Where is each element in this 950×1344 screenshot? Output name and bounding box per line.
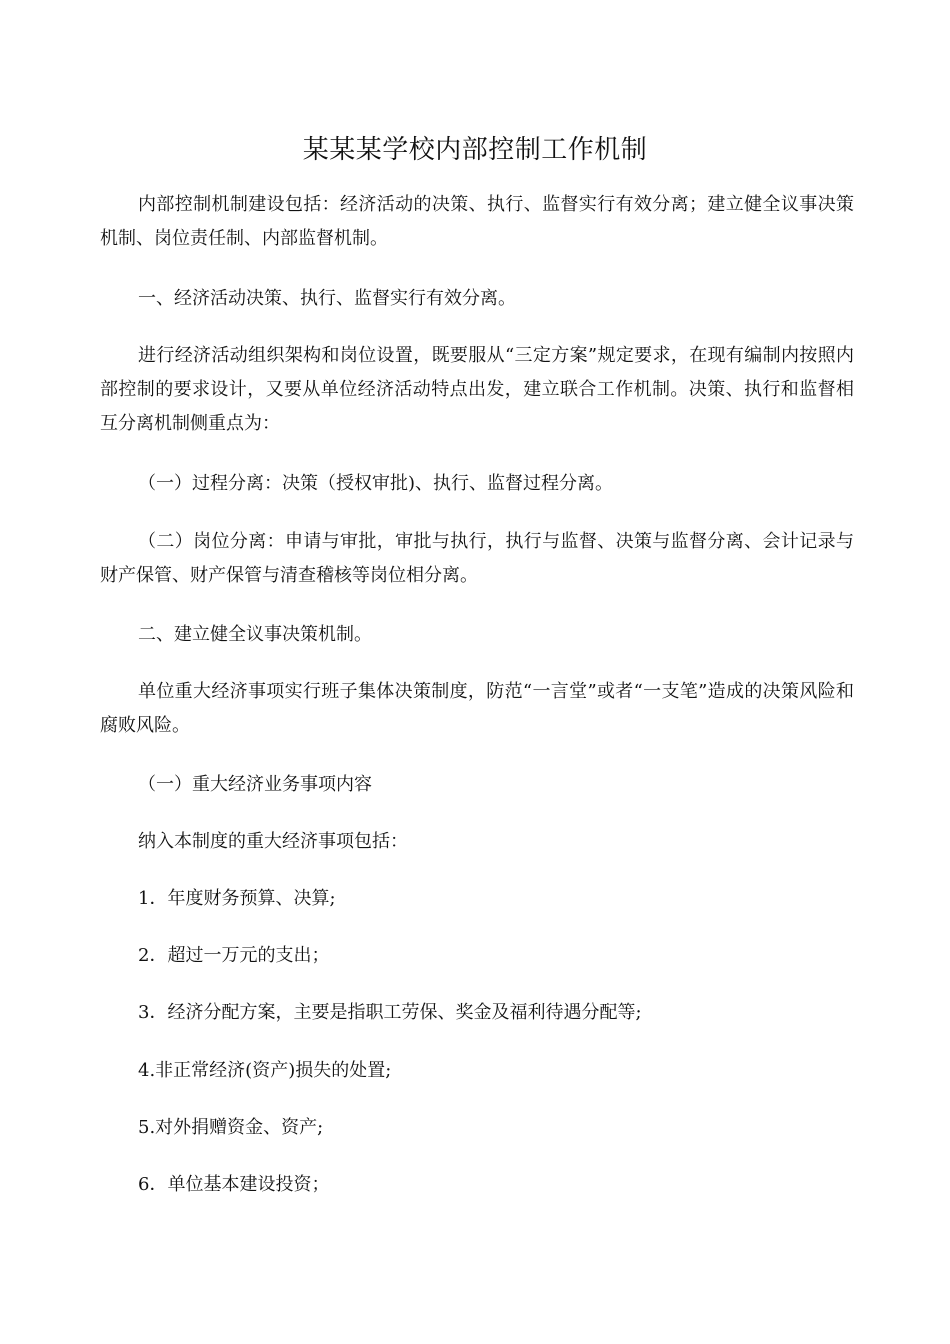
paragraph-items-intro: 纳入本制度的重大经济事项包括： bbox=[138, 831, 408, 852]
section-heading-2: 二、建立健全议事决策机制。 bbox=[138, 624, 372, 645]
subsection-process-separation: （一）过程分离：决策（授权审批)、执行、监督过程分离。 bbox=[138, 473, 614, 494]
section-heading-1: 一、经济活动决策、执行、监督实行有效分离。 bbox=[138, 288, 516, 309]
document-title: 某某某学校内部控制工作机制 bbox=[302, 135, 648, 165]
list-item-1: 1．年度财务预算、决算; bbox=[138, 888, 336, 909]
list-item-2: 2．超过一万元的支出； bbox=[138, 945, 330, 966]
list-item-5: 5.对外捐赠资金、资产; bbox=[138, 1117, 324, 1138]
list-item-3: 3．经济分配方案，主要是指职工劳保、奖金及福利待遇分配等; bbox=[138, 1002, 642, 1023]
paragraph-intro: 内部控制机制建设包括：经济活动的决策、执行、监督实行有效分离；建立健全议事决策机制、岗位责任制、内部监督机制。 bbox=[100, 194, 854, 249]
paragraph-collective-decision: 单位重大经济事项实行班子集体决策制度，防范“一言堂”或者“一支笔”造成的决策风险和腐败风险。 bbox=[100, 681, 854, 736]
list-item-4: 4.非正常经济(资产)损失的处置; bbox=[138, 1060, 392, 1081]
subsection-major-items: （一）重大经济业务事项内容 bbox=[138, 774, 372, 795]
paragraph-organization: 进行经济活动组织架构和岗位设置，既要服从“三定方案”规定要求，在现有编制内按照内部控制的要求设计，又要从单位经济活动特点出发，建立联合工作机制。决策、执行和监督相互分离机制侧重点为： bbox=[100, 345, 854, 434]
subsection-position-separation: （二）岗位分离：申请与审批，审批与执行，执行与监督、决策与监督分离、会计记录与财产保管、财产保管与清查稽核等岗位相分离。 bbox=[100, 531, 854, 586]
list-item-6: 6．单位基本建设投资； bbox=[138, 1174, 330, 1195]
